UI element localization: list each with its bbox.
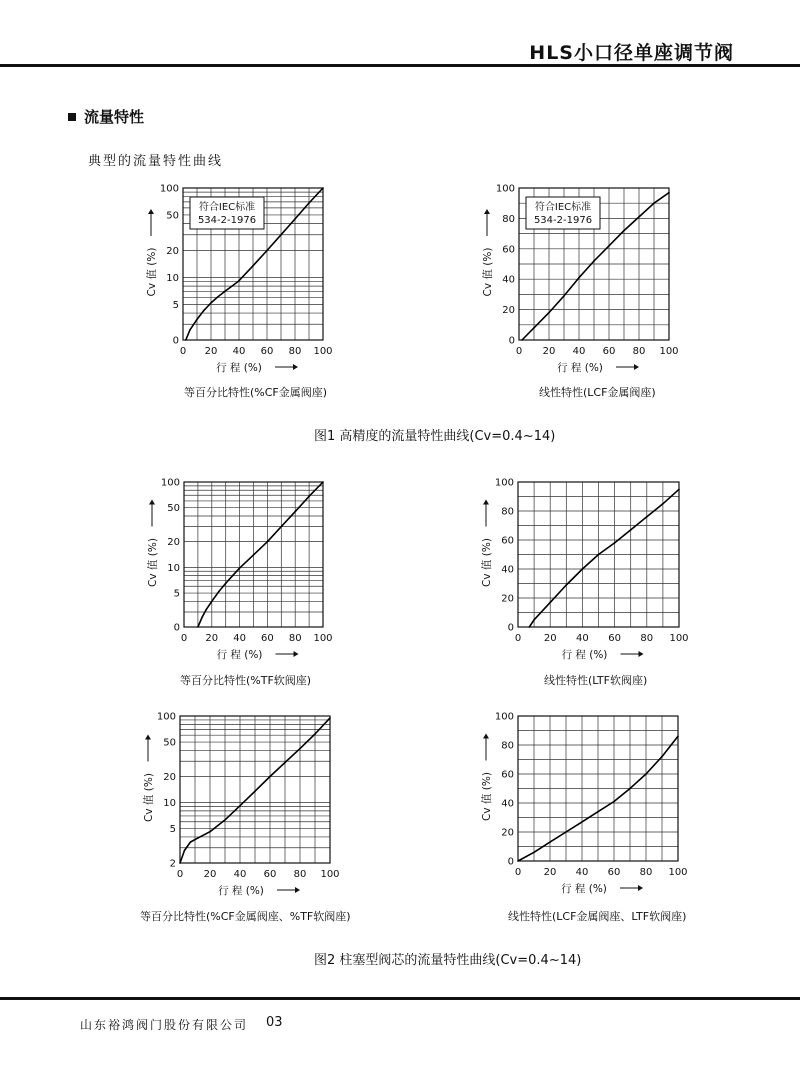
y-tick-label: 2 [169, 858, 176, 870]
data-point [224, 291, 226, 293]
y-tick-label: 100 [159, 183, 179, 195]
page-number: 03 [266, 1015, 283, 1030]
x-tick-label: 80 [288, 633, 302, 644]
data-point [225, 583, 227, 585]
y-axis-label: Cv 值 (%) [146, 247, 158, 297]
data-point [218, 591, 220, 593]
y-axis-arrowhead-icon [483, 734, 489, 739]
y-axis-arrowhead-icon [145, 735, 151, 740]
data-point [210, 302, 212, 304]
data-point [548, 312, 550, 314]
x-tick-label: 80 [293, 869, 307, 880]
y-tick-label: 50 [167, 503, 180, 515]
y-tick-label: 5 [169, 824, 176, 836]
data-point [566, 584, 568, 586]
chart-title: 等百分比特性(%CF金属阀座、%TF软阀座) [140, 910, 351, 923]
standard-annotation [190, 197, 264, 229]
footer-rule [0, 997, 800, 1000]
chart-title: 线性特性(LCF金属阀座) [539, 386, 656, 399]
y-tick-label: 100 [494, 477, 514, 489]
y-tick-label: 80 [501, 740, 514, 752]
chart-3 [146, 478, 333, 688]
chart-5 [140, 712, 351, 924]
chart-2 [481, 184, 679, 400]
data-point [179, 862, 181, 864]
data-point [322, 187, 324, 189]
x-tick-label: 0 [179, 346, 187, 357]
x-tick-label: 20 [204, 346, 218, 357]
data-point [201, 616, 203, 618]
y-axis-arrowhead-icon [484, 209, 490, 214]
x-tick-label: 100 [313, 346, 333, 357]
y-tick-label: 10 [167, 562, 180, 574]
y-tick-label: 50 [166, 210, 179, 222]
x-tick-label: 0 [176, 869, 184, 880]
x-axis-label: 行 程 (%) [557, 362, 603, 374]
y-axis-arrowhead-icon [483, 500, 489, 505]
data-point [549, 841, 551, 843]
y-axis-label: Cv 值 (%) [147, 538, 159, 587]
data-point [267, 541, 269, 543]
data-point [614, 542, 616, 544]
data-point [239, 567, 241, 569]
y-tick-label: 100 [494, 711, 514, 723]
data-point [281, 526, 283, 528]
chart-title: 线性特性(LTF软阀座) [544, 674, 648, 687]
y-axis-label: Cv 值 (%) [481, 772, 493, 821]
x-axis-arrowhead-icon [294, 651, 299, 657]
chart-6 [480, 712, 688, 924]
y-tick-label: 5 [173, 588, 180, 600]
data-point [299, 748, 301, 750]
x-tick-label: 80 [288, 346, 302, 357]
y-tick-label: 20 [167, 537, 180, 549]
x-axis-arrowhead-icon [634, 364, 639, 370]
data-point [629, 788, 631, 790]
y-tick-label: 100 [160, 477, 180, 489]
y-tick-label: 80 [502, 213, 515, 225]
y-tick-label: 0 [173, 622, 180, 634]
y-tick-label: 100 [156, 711, 176, 723]
y-tick-label: 40 [502, 274, 515, 286]
x-tick-label: 60 [263, 869, 277, 880]
section-subtitle: 典型的流量特性曲线 [88, 154, 224, 169]
x-tick-label: 20 [543, 633, 557, 644]
x-tick-label: 20 [543, 867, 557, 878]
y-tick-label: 0 [507, 856, 514, 868]
y-axis-label: Cv 值 (%) [481, 538, 493, 587]
y-tick-label: 100 [495, 183, 515, 195]
figure-1-caption: 图1 高精度的流量特性曲线(Cv=0.4~14) [314, 429, 556, 444]
x-axis-arrowhead-icon [295, 887, 300, 893]
y-tick-label: 0 [508, 335, 515, 347]
data-point [314, 733, 316, 735]
section-title-text: 流量特性 [84, 108, 145, 126]
data-point [678, 488, 680, 490]
x-tick-label: 40 [232, 346, 246, 357]
x-axis-arrowhead-icon [293, 364, 298, 370]
x-tick-label: 40 [233, 633, 246, 644]
data-point [613, 801, 615, 803]
x-tick-label: 0 [180, 633, 188, 644]
y-tick-label: 20 [163, 771, 176, 783]
data-point [581, 821, 583, 823]
chart-title: 线性特性(LCF金属阀座、LTF软阀座) [508, 910, 687, 923]
y-tick-label: 10 [166, 272, 179, 284]
y-tick-label: 40 [501, 564, 514, 576]
data-point [280, 234, 282, 236]
data-point [203, 309, 205, 311]
data-point [185, 339, 187, 341]
data-point [232, 575, 234, 577]
standard-annotation [526, 197, 600, 229]
data-point [662, 503, 664, 505]
x-tick-label: 20 [542, 346, 556, 357]
x-tick-label: 100 [659, 346, 679, 357]
x-tick-label: 0 [515, 346, 523, 357]
y-tick-label: 10 [163, 798, 176, 810]
annotation-line: 534-2-1976 [533, 215, 593, 226]
data-point [668, 192, 670, 194]
data-point [533, 619, 535, 621]
x-axis-label: 行 程 (%) [561, 883, 607, 895]
data-point [638, 216, 640, 218]
data-point [294, 218, 296, 220]
data-point [563, 295, 565, 297]
x-tick-label: 20 [203, 869, 217, 880]
data-point [533, 852, 535, 854]
annotation-line: 符合IEC标准 [534, 202, 592, 213]
y-axis-arrowhead-icon [148, 209, 154, 214]
x-tick-label: 40 [575, 867, 589, 878]
x-tick-label: 40 [572, 346, 586, 357]
x-tick-label: 0 [514, 867, 522, 878]
y-tick-label: 40 [501, 798, 514, 810]
data-point [565, 831, 567, 833]
x-tick-label: 40 [233, 869, 247, 880]
x-tick-label: 60 [608, 633, 621, 644]
data-point [252, 265, 254, 267]
data-point [521, 339, 523, 341]
data-point [217, 296, 219, 298]
data-point [190, 841, 192, 843]
data-point [582, 568, 584, 570]
annotation-line: 534-2-1976 [197, 215, 257, 226]
data-point [653, 202, 655, 204]
x-tick-label: 80 [632, 346, 646, 357]
y-tick-label: 20 [501, 827, 514, 839]
data-point [209, 831, 211, 833]
data-point [239, 805, 241, 807]
data-point [196, 319, 198, 321]
data-point [593, 260, 595, 262]
data-point [661, 756, 663, 758]
data-point [238, 280, 240, 282]
data-point [197, 626, 199, 628]
y-tick-label: 60 [501, 535, 514, 547]
data-point [284, 762, 286, 764]
x-tick-label: 80 [639, 867, 653, 878]
data-point [308, 495, 310, 497]
y-tick-label: 0 [507, 622, 514, 634]
data-point [253, 554, 255, 556]
data-point [231, 285, 233, 287]
x-tick-label: 100 [320, 869, 340, 880]
footer-company: 山东裕鸿阀门股份有限公司 [80, 1018, 249, 1032]
x-tick-label: 100 [669, 633, 689, 644]
data-point [294, 511, 296, 513]
chart-title: 等百分比特性(%TF软阀座) [180, 674, 312, 687]
chart-4 [480, 478, 689, 688]
y-axis-label: Cv 值 (%) [482, 247, 494, 297]
x-tick-label: 20 [205, 633, 219, 644]
x-tick-label: 0 [514, 633, 522, 644]
y-tick-label: 20 [166, 246, 179, 258]
x-tick-label: 100 [313, 633, 333, 644]
data-point [623, 230, 625, 232]
data-point [598, 554, 600, 556]
x-tick-label: 80 [640, 633, 654, 644]
data-point [322, 481, 324, 483]
y-tick-label: 5 [172, 299, 179, 311]
data-point [266, 250, 268, 252]
data-point [197, 837, 199, 839]
data-point [608, 245, 610, 247]
chart-1 [145, 184, 333, 400]
data-point [224, 819, 226, 821]
x-axis-arrowhead-icon [638, 885, 643, 891]
data-point [308, 202, 310, 204]
data-point [269, 776, 271, 778]
y-tick-label: 60 [502, 244, 515, 256]
data-point [533, 327, 535, 329]
data-point [646, 516, 648, 518]
data-point [329, 717, 331, 719]
x-tick-label: 40 [576, 633, 589, 644]
data-point [517, 860, 519, 862]
data-point [189, 329, 191, 331]
data-point [645, 773, 647, 775]
data-curve [198, 482, 323, 627]
x-tick-label: 60 [260, 346, 274, 357]
data-point [184, 850, 186, 852]
data-point [528, 626, 530, 628]
header-title: HLS小口径单座调节阀 [529, 42, 734, 64]
y-axis-label: Cv 值 (%) [143, 773, 155, 822]
x-tick-label: 60 [607, 867, 621, 878]
x-axis-label: 行 程 (%) [216, 649, 263, 661]
y-tick-label: 50 [163, 737, 176, 749]
data-point [677, 736, 679, 738]
y-tick-label: 20 [502, 305, 515, 317]
x-tick-label: 60 [602, 346, 616, 357]
figure-2-caption: 图2 柱塞型阀芯的流量特性曲线(Cv=0.4~14) [314, 953, 582, 968]
x-axis-label: 行 程 (%) [216, 362, 262, 374]
x-axis-label: 行 程 (%) [561, 649, 608, 661]
y-tick-label: 80 [501, 506, 514, 518]
y-axis-arrowhead-icon [149, 500, 155, 505]
x-axis-arrowhead-icon [639, 651, 644, 657]
chart-title: 等百分比特性(%CF金属阀座) [184, 386, 328, 399]
data-point [205, 609, 207, 611]
data-point [254, 790, 256, 792]
y-tick-label: 20 [501, 593, 514, 605]
data-point [597, 811, 599, 813]
x-tick-label: 60 [261, 633, 274, 644]
y-tick-label: 0 [172, 335, 179, 347]
x-axis-label: 行 程 (%) [218, 885, 264, 897]
data-point [578, 277, 580, 279]
x-tick-label: 100 [668, 867, 688, 878]
annotation-line: 符合IEC标准 [198, 202, 256, 213]
data-point [630, 529, 632, 531]
data-point [211, 601, 213, 603]
data-point [549, 602, 551, 604]
data-curve [529, 489, 679, 627]
y-tick-label: 60 [501, 769, 514, 781]
